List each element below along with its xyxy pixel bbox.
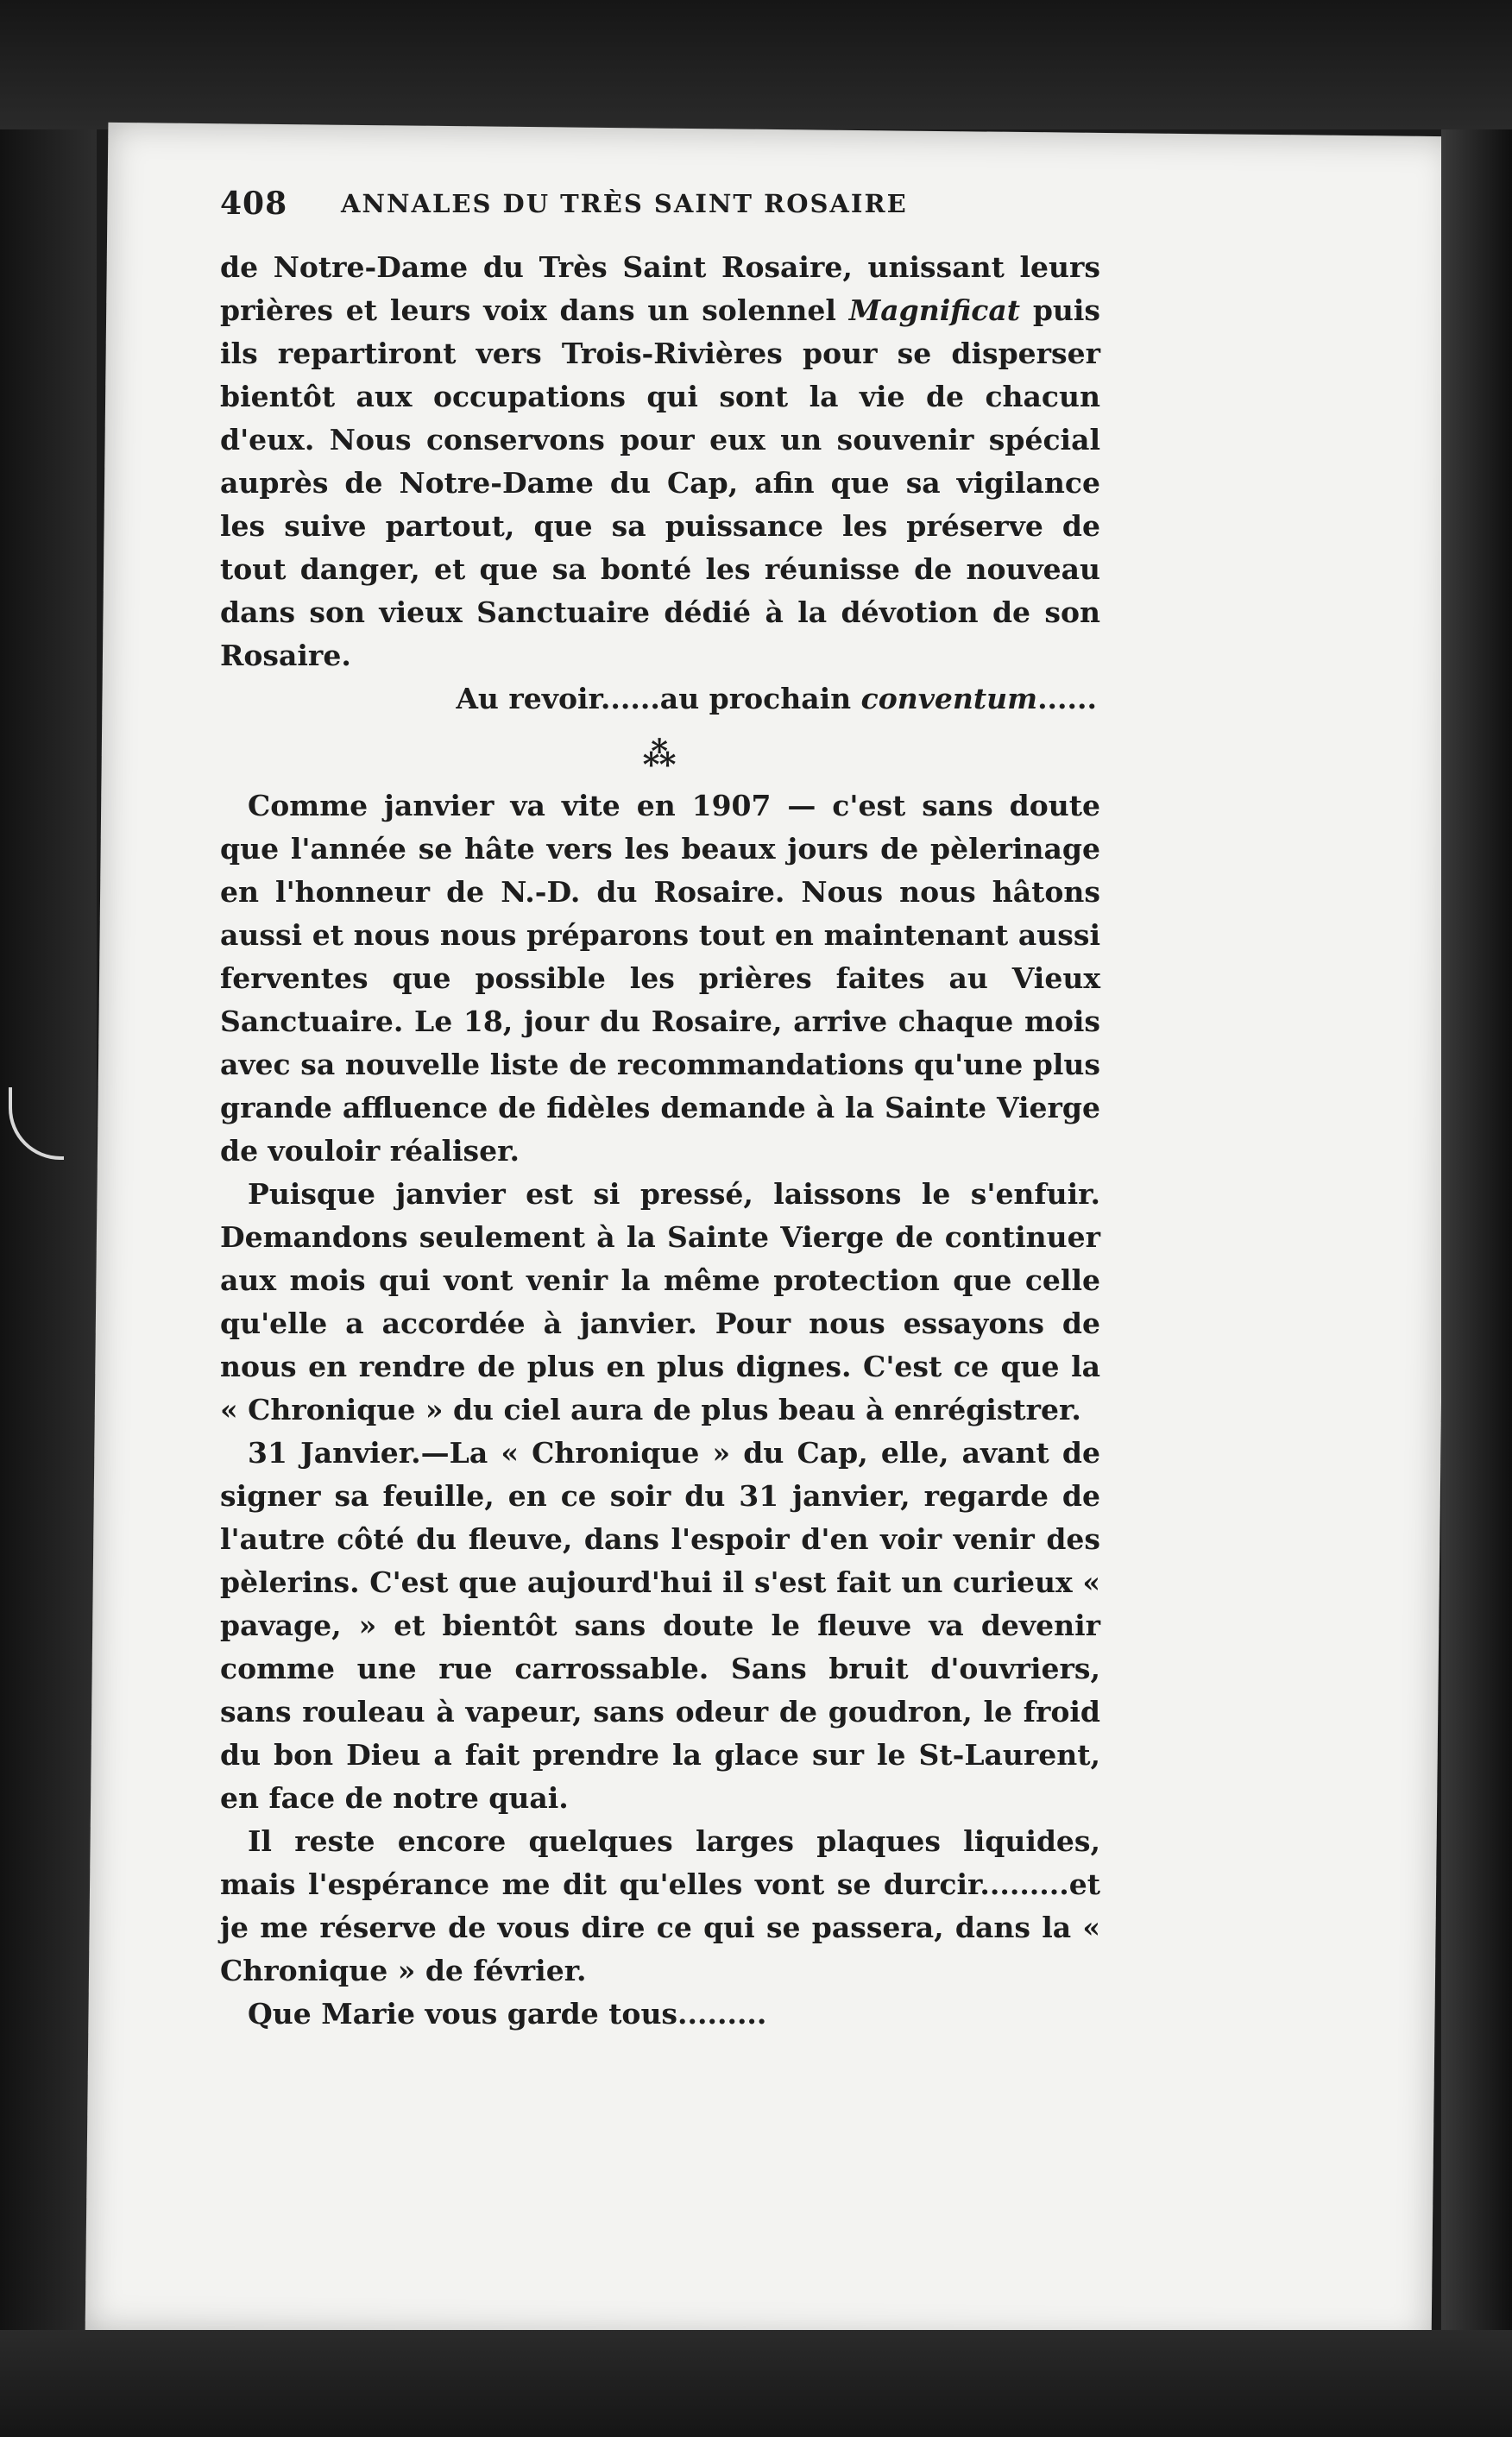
continuation-paragraph bbox=[220, 246, 1100, 677]
paragraph-puisque: Puisque janvier est si pressé, laissons le s'enfuir. Demandons seulement à la Sainte Vierge de continuer aux mois qui vont venir la même protection que celle qu'elle a accordée à janvier. Pour nous essayons de nous en rendre de plus en plus dignes. C'est ce que la « Chronique » du ciel aura de plus beau à enrégistrer. bbox=[220, 1177, 1100, 1426]
paragraph-plaques: Il reste encore quelques larges plaques liquides, mais l'espérance me dit qu'elles vont se durcir.........et je me réserve de vous dire ce qui se passera, dans la « Chronique » de février. bbox=[220, 1824, 1100, 1987]
farewell-text: Au revoir......au prochain bbox=[456, 682, 861, 715]
book-spine-shadow bbox=[1441, 129, 1512, 2339]
asterism-separator: ⁂ bbox=[642, 734, 678, 773]
film-border-bottom bbox=[0, 2330, 1512, 2437]
continuation-text-2: puis ils repartiront vers Trois-Rivières pour se disperser bientôt aux occupations qui sont la vie de chacun d'eux. Nous conservons pour eux un souvenir spécial auprès de Notre-Dame du Cap, afin que sa vigilance les suive partout, que sa puissance les préserve de tout danger, et que sa bonté les réunisse de nouveau dans son vieux Sanctuaire dédié à la dévotion de son Rosaire. bbox=[220, 293, 1101, 672]
farewell-line bbox=[220, 677, 1100, 721]
film-border-left bbox=[0, 129, 97, 2339]
running-title: ANNALES DU TRÈS SAINT ROSAIRE bbox=[341, 189, 908, 218]
magnificat-word: Magnificat bbox=[848, 293, 1020, 327]
paragraph-closing: Que Marie vous garde tous......... bbox=[248, 1997, 767, 2031]
farewell-dots: ...... bbox=[1037, 682, 1097, 715]
paragraph-january: Comme janvier va vite en 1907 — c'est sans doute que l'année se hâte vers les beaux jours de pèlerinage en l'honneur de N.-D. du Rosaire. Nous nous hâtons aussi et nous nous préparons tout en maintenant aussi ferventes que possible les prières faites au Vieux Sanctuaire. Le 18, jour du Rosaire, arrive chaque mois avec sa nouvelle liste de recommandations qu'une plus grande affluence de fidèles demande à la Sainte Vierge de vouloir réaliser. bbox=[220, 789, 1100, 1168]
page-number: 408 bbox=[220, 186, 288, 222]
film-border-top bbox=[0, 0, 1512, 129]
page-body bbox=[220, 246, 1100, 2036]
conventum-word: conventum bbox=[860, 682, 1038, 715]
continuation-text-1: de Notre-Dame du Très Saint Rosaire, unissant leurs prières et leurs voix dans un solennel bbox=[220, 250, 1100, 327]
paragraph-31-janvier: 31 Janvier.—La « Chronique » du Cap, elle, avant de signer sa feuille, en ce soir du 31 janvier, regarde de l'autre côté du fleuve, dans l'espoir d'en voir venir des pèlerins. C'est que aujourd'hui il s'est fait un curieux « pavage, » et bientôt sans doute le fleuve va devenir comme une rue carrossable. Sans bruit d'ouvriers, sans rouleau à vapeur, sans odeur de goudron, le froid du bon Dieu a fait prendre la glace sur le St-Laurent, en face de notre quai. bbox=[220, 1436, 1100, 1815]
